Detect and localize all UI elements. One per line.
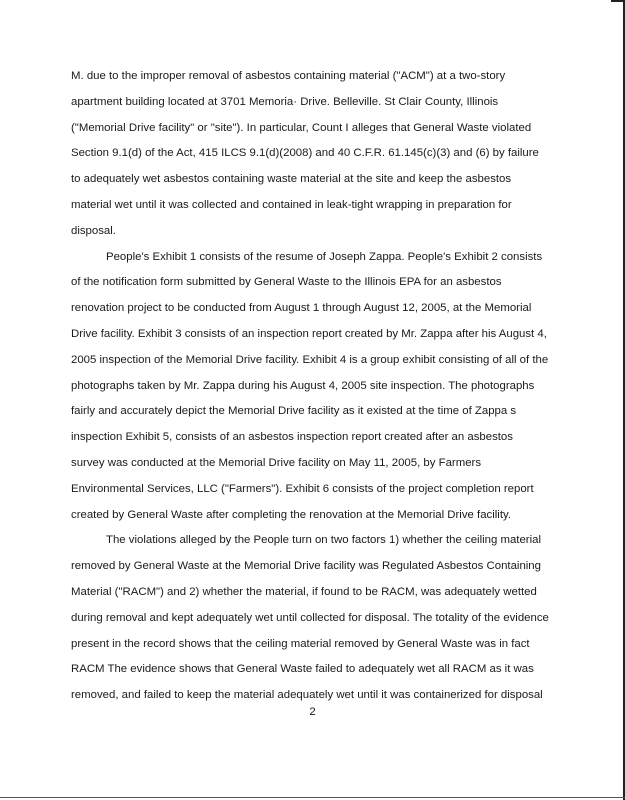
text-line: apartment building located at 3701 Memoria· Drive. Belleville. St Clair County, Illinois <box>71 95 499 108</box>
text-line: of the notification form submitted by General Waste to the Illinois EPA for an asbestos <box>71 276 502 289</box>
text-line: photographs taken by Mr. Zappa during his August 4, 2005 site inspection. The photographs <box>71 379 535 392</box>
paragraph-count-summary <box>71 64 551 245</box>
page-number: 2 <box>309 706 316 718</box>
text-line: material wet until it was collected and contained in leak-tight wrapping in preparation for <box>71 198 512 211</box>
text-line: inspection Exhibit 5, consists of an asbestos inspection report created after an asbestos <box>71 431 513 444</box>
text-line: survey was conducted at the Memorial Drive facility on May 11, 2005, by Farmers <box>71 456 482 469</box>
text-line: ("Memorial Drive facility" or "site"). In particular, Count I alleges that General Waste violated <box>71 121 532 134</box>
text-line: Material ("RACM") and 2) whether the material, if found to be RACM, was adequately wetted <box>71 585 537 598</box>
text-line: during removal and kept adequately wet until collected for disposal. The totality of the evidence <box>71 611 549 624</box>
text-line: The violations alleged by the People turn on two factors 1) whether the ceiling material <box>106 534 541 547</box>
text-line: renovation project to be conducted from August 1 through August 12, 2005, at the Memorial <box>71 302 532 315</box>
text-line: M. due to the improper removal of asbestos containing material ("ACM") at a two-story <box>71 70 506 82</box>
scan-corner-mark <box>611 0 625 2</box>
scan-edge-bottom <box>0 797 625 798</box>
text-line: RACM The evidence shows that General Waste failed to adequately wet all RACM as it was <box>71 663 534 676</box>
text-line: created by General Waste after completing the renovation at the Memorial Drive facility. <box>71 508 512 521</box>
text-line: People's Exhibit 1 consists of the resume of Joseph Zappa. People's Exhibit 2 consists <box>106 250 543 263</box>
paragraph-exhibits <box>71 245 551 529</box>
paragraph-violations <box>71 528 551 709</box>
text-line: removed by General Waste at the Memorial Drive facility was Regulated Asbestos Containing <box>71 560 541 573</box>
text-line: Drive facility. Exhibit 3 consists of an inspection report created by Mr. Zappa after his August 4, <box>71 327 547 340</box>
text-line: fairly and accurately depict the Memorial Drive facility as it existed at the time of Zappa s <box>71 405 517 418</box>
text-line: removed, and failed to keep the material adequately wet until it was containerized for disposal <box>71 689 543 702</box>
text-line: to adequately wet asbestos containing waste material at the site and keep the asbestos <box>71 173 512 186</box>
text-line: disposal. <box>71 224 116 237</box>
text-line: present in the record shows that the ceiling material removed by General Waste was in fact <box>71 637 530 650</box>
text-line: Environmental Services, LLC ("Farmers"). Exhibit 6 consists of the project completion report <box>71 482 534 495</box>
text-line: 2005 inspection of the Memorial Drive facility. Exhibit 4 is a group exhibit consisting of all of the <box>71 353 549 366</box>
body-text <box>71 64 551 709</box>
text-line: Section 9.1(d) of the Act, 415 ILCS 9.1(d)(2008) and 40 C.F.R. 61.145(c)(3) and (6) by failure <box>71 147 539 160</box>
